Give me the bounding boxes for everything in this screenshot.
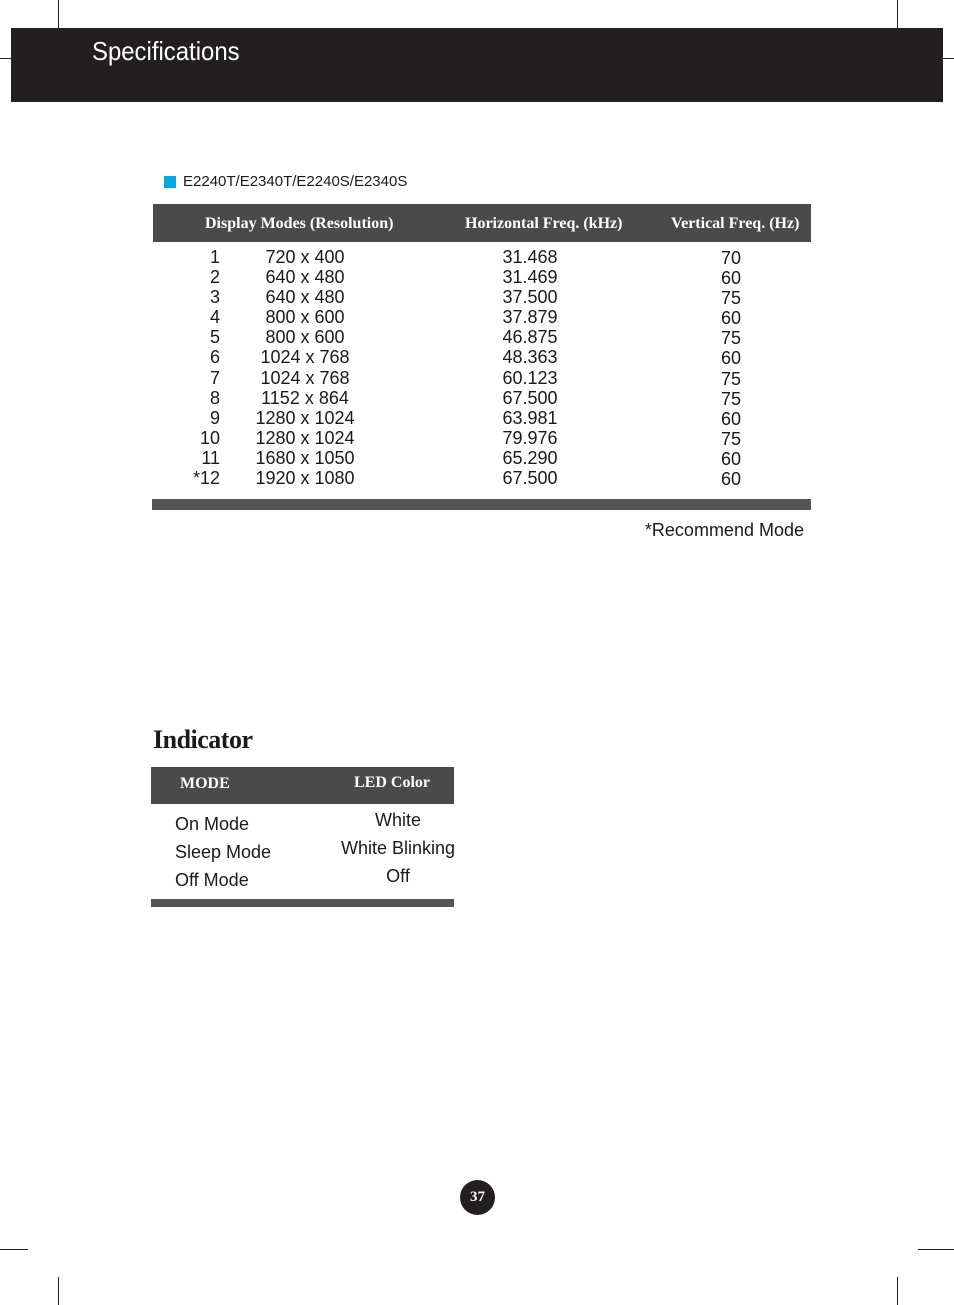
- row-index: 2: [209, 267, 220, 288]
- resolution-cell: 720 x 400: [265, 247, 345, 267]
- v-freq-cell: 60: [720, 469, 742, 490]
- v-freq-cell: 60: [720, 348, 742, 369]
- column-index: [180, 247, 220, 488]
- h-freq-cell: 37.879: [502, 307, 558, 328]
- led-cell: White: [374, 810, 421, 830]
- resolution-cell: 1024 x 768: [260, 347, 350, 368]
- h-freq-cell: 48.363: [502, 347, 558, 368]
- model-label: E2240T/E2340T/E2240S/E2340S: [183, 173, 408, 190]
- row-index: 10: [199, 427, 220, 448]
- h-freq-cell: 60.123: [502, 367, 558, 388]
- indicator-footer-bar: [151, 899, 454, 907]
- page-number: 37: [460, 1180, 495, 1215]
- resolution-cell: 640 x 480: [265, 287, 345, 308]
- column-resolution: [240, 247, 370, 488]
- row-index: 11: [201, 447, 220, 468]
- indicator-header: [151, 767, 454, 804]
- row-index: 6: [209, 347, 220, 368]
- crop-mark: [58, 0, 59, 28]
- row-index: 1: [209, 247, 220, 267]
- recommend-footnote: *Recommend Mode: [644, 520, 804, 540]
- crop-mark: [58, 1277, 59, 1305]
- resolution-cell: 640 x 480: [265, 267, 345, 288]
- v-freq-cell: 75: [720, 328, 742, 349]
- crop-mark: [943, 58, 954, 59]
- resolution-cell: 1280 x 1024: [255, 427, 355, 448]
- row-index: 8: [209, 387, 220, 408]
- v-freq-cell: 70: [720, 248, 742, 268]
- v-freq-cell: 60: [720, 448, 742, 469]
- row-index: 9: [209, 407, 220, 428]
- indicator-title: Indicator: [153, 725, 253, 754]
- mode-cell: On Mode: [175, 814, 250, 834]
- h-freq-cell: 31.469: [502, 267, 558, 288]
- page-title: Specifications: [92, 36, 240, 66]
- row-index: 7: [209, 367, 220, 388]
- crop-mark: [918, 1249, 954, 1250]
- indicator-mode-column: [175, 810, 271, 894]
- header-display-modes: Display Modes (Resolution): [205, 215, 394, 232]
- row-index: 5: [209, 327, 220, 348]
- row-index: 4: [209, 307, 220, 328]
- resolution-cell: 1024 x 768: [260, 367, 350, 388]
- bullet-square-icon: [164, 176, 176, 188]
- crop-mark: [897, 1277, 898, 1305]
- resolution-cell: 1920 x 1080: [255, 468, 355, 489]
- model-line: [164, 173, 407, 190]
- header-led-color: LED Color: [354, 774, 430, 791]
- v-freq-cell: 60: [720, 308, 742, 329]
- header-horizontal-freq: Horizontal Freq. (kHz): [465, 215, 623, 232]
- h-freq-cell: 79.976: [502, 427, 558, 448]
- display-modes-header: [153, 204, 811, 242]
- h-freq-cell: 37.500: [502, 287, 558, 308]
- resolution-cell: 800 x 600: [265, 327, 345, 348]
- column-vertical-freq: [700, 248, 762, 489]
- row-index: 3: [209, 287, 220, 308]
- v-freq-cell: 60: [720, 408, 742, 429]
- h-freq-cell: 63.981: [502, 407, 558, 428]
- indicator-led-column: [330, 806, 466, 890]
- led-cell: White Blinking: [340, 838, 456, 858]
- header-vertical-freq: Vertical Freq. (Hz): [671, 215, 800, 232]
- resolution-cell: 1680 x 1050: [255, 447, 355, 468]
- v-freq-cell: 75: [720, 388, 742, 409]
- h-freq-cell: 31.468: [502, 247, 558, 267]
- crop-mark: [0, 1249, 28, 1250]
- row-index: *12: [192, 468, 220, 489]
- v-freq-cell: 75: [720, 288, 742, 309]
- v-freq-cell: 75: [720, 368, 742, 389]
- v-freq-cell: 60: [720, 268, 742, 289]
- resolution-cell: 1152 x 864: [261, 387, 349, 408]
- led-cell: Off: [386, 866, 410, 886]
- mode-cell: Sleep Mode: [175, 842, 272, 862]
- crop-mark: [0, 58, 11, 59]
- crop-mark: [897, 0, 898, 28]
- h-freq-cell: 67.500: [502, 468, 558, 489]
- h-freq-cell: 67.500: [502, 387, 558, 408]
- header-mode: MODE: [180, 775, 230, 792]
- h-freq-cell: 46.875: [502, 327, 558, 348]
- resolution-cell: 800 x 600: [265, 307, 345, 328]
- resolution-cell: 1280 x 1024: [255, 407, 355, 428]
- v-freq-cell: 75: [720, 428, 742, 449]
- mode-cell: Off Mode: [175, 870, 249, 890]
- table-footer-bar: [152, 499, 811, 510]
- column-horizontal-freq: [470, 247, 590, 488]
- h-freq-cell: 65.290: [502, 447, 558, 468]
